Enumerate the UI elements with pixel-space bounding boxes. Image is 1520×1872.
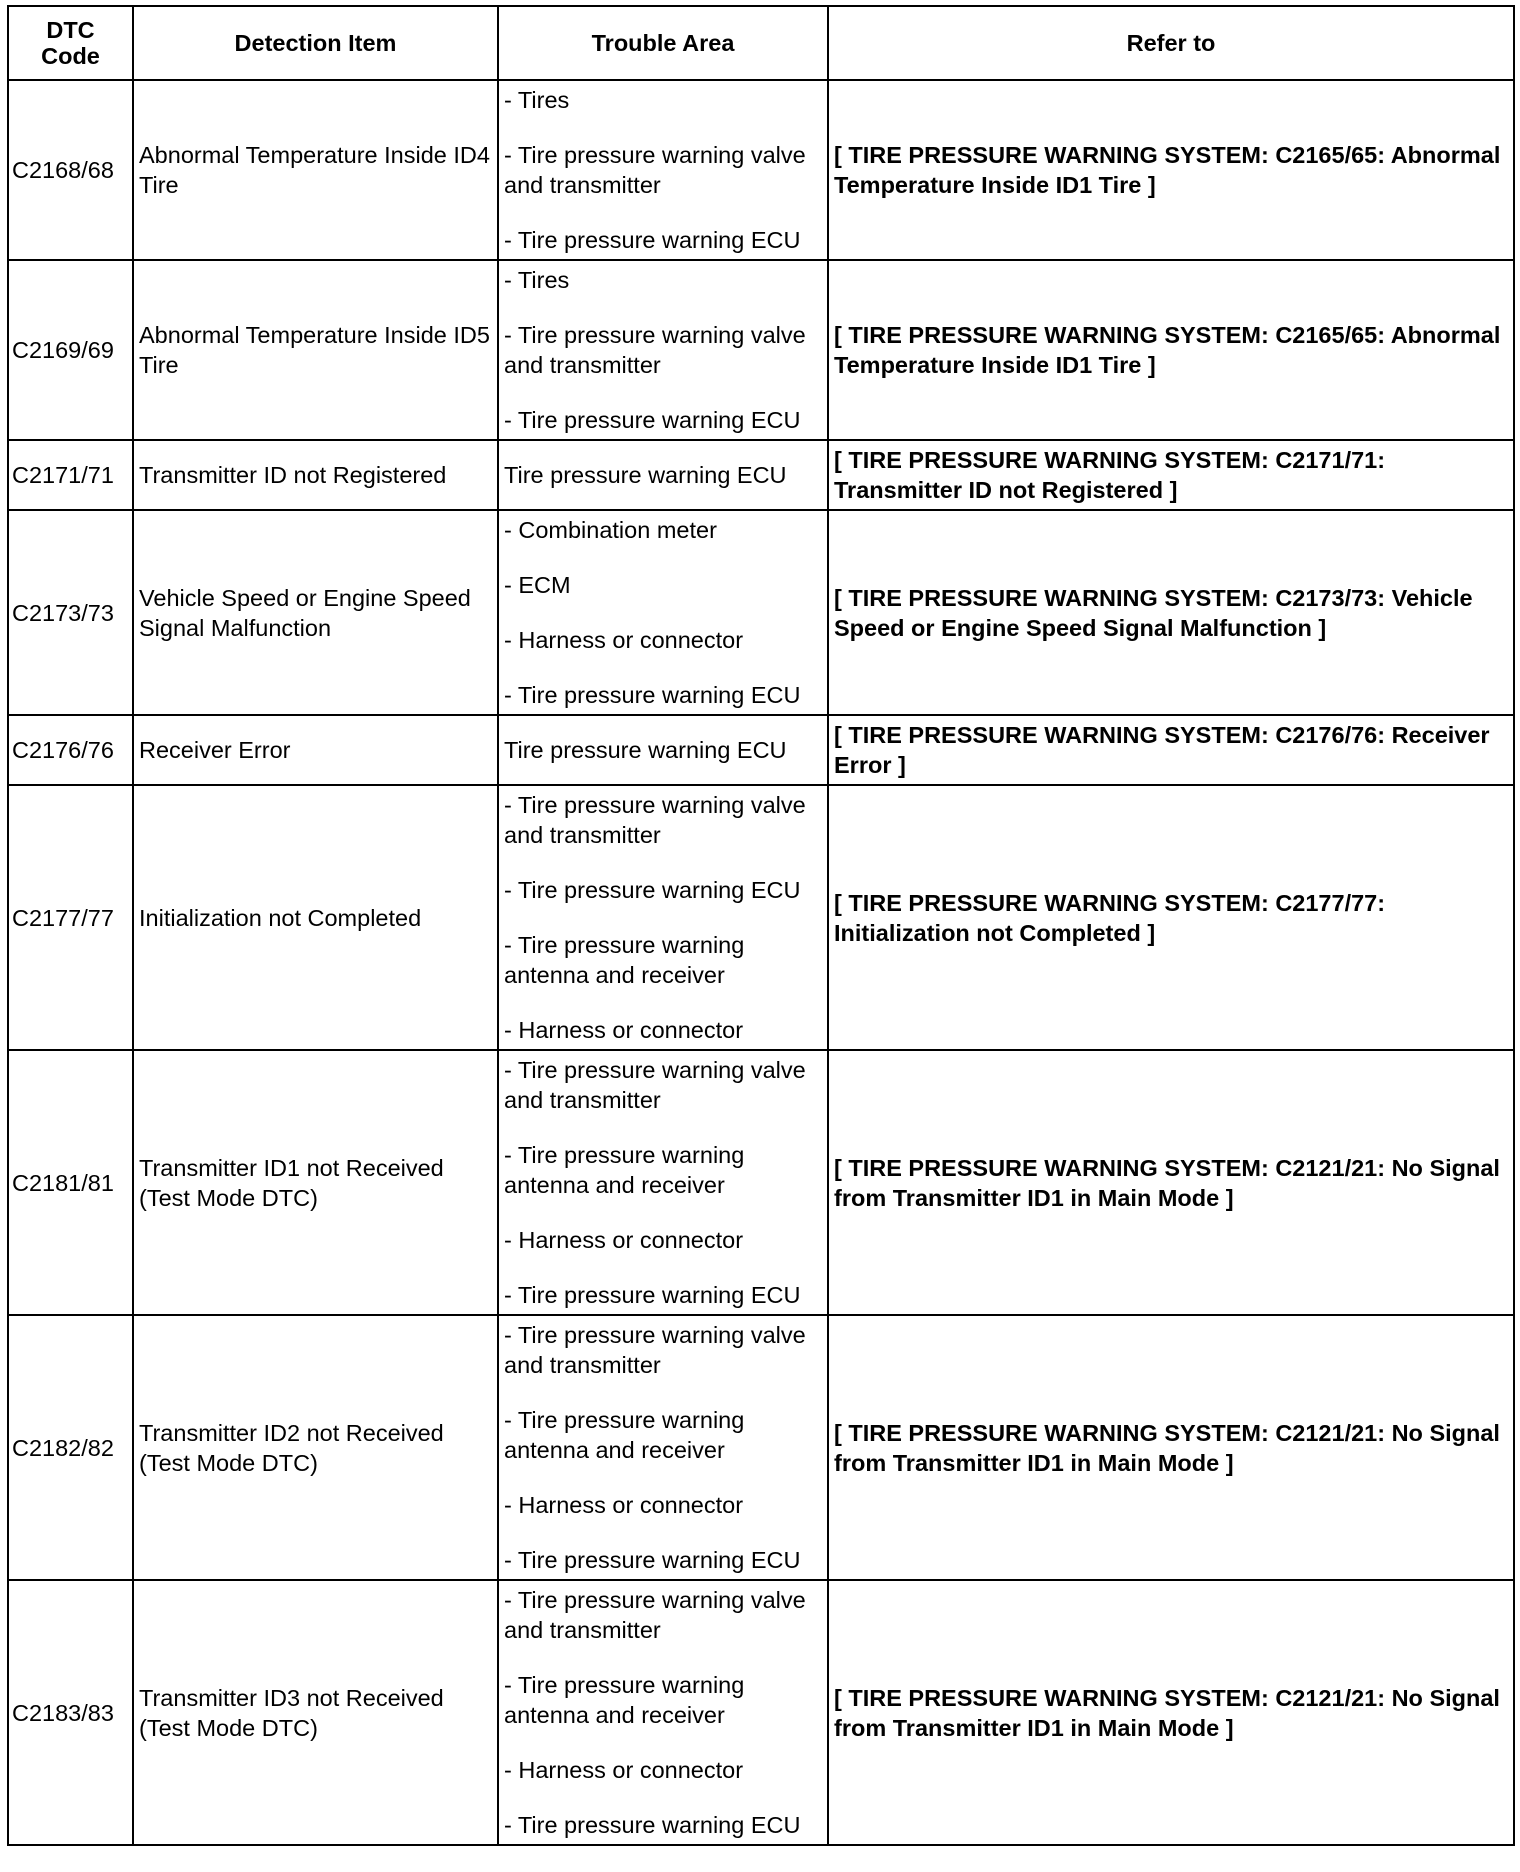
trouble-area-item: - Harness or connector (504, 627, 744, 653)
trouble-area-list (504, 790, 822, 1045)
detection-item-cell: Vehicle Speed or Engine Speed Signal Malfunction (133, 510, 498, 715)
detection-item-cell: Abnormal Temperature Inside ID4 Tire (133, 80, 498, 260)
trouble-area-list (504, 265, 822, 435)
trouble-area-list (504, 1055, 822, 1310)
header-detection-item: Detection Item (133, 6, 498, 80)
trouble-area-item: - Tires (504, 87, 570, 113)
refer-to-link[interactable]: [ TIRE PRESSURE WARNING SYSTEM: C2121/21: No Signal from Transmitter ID1 in Main Mode ] (828, 1580, 1514, 1845)
table-row (8, 1315, 1514, 1580)
trouble-area-item: - Tire pressure warning valve and transmitter (504, 1322, 806, 1378)
table-row (8, 510, 1514, 715)
detection-item-cell: Initialization not Completed (133, 785, 498, 1050)
trouble-area-item: Tire pressure warning ECU (504, 462, 787, 488)
trouble-area-item: - Tire pressure warning antenna and receiver (504, 1672, 745, 1728)
trouble-area-item: - Tire pressure warning ECU (504, 1282, 801, 1308)
trouble-area-item: - Tire pressure warning valve and transmitter (504, 1587, 806, 1643)
trouble-area-cell (498, 785, 828, 1050)
trouble-area-cell (498, 1580, 828, 1845)
dtc-code-cell: C2171/71 (8, 440, 133, 510)
trouble-area-item: - Tire pressure warning ECU (504, 1547, 801, 1573)
trouble-area-cell (498, 260, 828, 440)
dtc-code-cell: C2177/77 (8, 785, 133, 1050)
trouble-area-item: - Harness or connector (504, 1492, 744, 1518)
table-body (8, 80, 1514, 1845)
header-refer-to: Refer to (828, 6, 1514, 80)
refer-to-link[interactable]: [ TIRE PRESSURE WARNING SYSTEM: C2177/77: Initialization not Completed ] (828, 785, 1514, 1050)
dtc-code-cell: C2181/81 (8, 1050, 133, 1315)
trouble-area-item: Tire pressure warning ECU (504, 737, 787, 763)
trouble-area-list (504, 1585, 822, 1840)
dtc-code-cell: C2182/82 (8, 1315, 133, 1580)
table-row (8, 715, 1514, 785)
trouble-area-item: - Tire pressure warning ECU (504, 877, 801, 903)
detection-item-cell: Receiver Error (133, 715, 498, 785)
header-dtc-code: DTC Code (8, 6, 133, 80)
table-header-row (8, 6, 1514, 80)
trouble-area-cell (498, 510, 828, 715)
detection-item-cell: Transmitter ID not Registered (133, 440, 498, 510)
trouble-area-item: - Harness or connector (504, 1227, 744, 1253)
trouble-area-item: - Harness or connector (504, 1757, 744, 1783)
trouble-area-item: - Tire pressure warning antenna and receiver (504, 1142, 745, 1198)
trouble-area-list (504, 85, 822, 255)
refer-to-link[interactable]: [ TIRE PRESSURE WARNING SYSTEM: C2176/76: Receiver Error ] (828, 715, 1514, 785)
detection-item-cell: Transmitter ID2 not Received (Test Mode DTC) (133, 1315, 498, 1580)
detection-item-cell: Transmitter ID1 not Received (Test Mode DTC) (133, 1050, 498, 1315)
table-row (8, 260, 1514, 440)
trouble-area-item: - Tire pressure warning ECU (504, 1812, 801, 1838)
detection-item-cell: Abnormal Temperature Inside ID5 Tire (133, 260, 498, 440)
refer-to-link[interactable]: [ TIRE PRESSURE WARNING SYSTEM: C2165/65: Abnormal Temperature Inside ID1 Tire ] (828, 260, 1514, 440)
table-row (8, 1050, 1514, 1315)
trouble-area-item: - Tire pressure warning ECU (504, 682, 801, 708)
table-row (8, 440, 1514, 510)
dtc-code-cell: C2169/69 (8, 260, 133, 440)
refer-to-link[interactable]: [ TIRE PRESSURE WARNING SYSTEM: C2121/21: No Signal from Transmitter ID1 in Main Mode ] (828, 1050, 1514, 1315)
trouble-area-item: - Tire pressure warning antenna and receiver (504, 932, 745, 988)
refer-to-link[interactable]: [ TIRE PRESSURE WARNING SYSTEM: C2171/71: Transmitter ID not Registered ] (828, 440, 1514, 510)
refer-to-link[interactable]: [ TIRE PRESSURE WARNING SYSTEM: C2121/21: No Signal from Transmitter ID1 in Main Mode ] (828, 1315, 1514, 1580)
trouble-area-cell (498, 715, 828, 785)
refer-to-link[interactable]: [ TIRE PRESSURE WARNING SYSTEM: C2173/73: Vehicle Speed or Engine Speed Signal Malfunction ] (828, 510, 1514, 715)
detection-item-cell: Transmitter ID3 not Received (Test Mode DTC) (133, 1580, 498, 1845)
trouble-area-item: - Combination meter (504, 517, 717, 543)
trouble-area-item: - Tire pressure warning ECU (504, 227, 801, 253)
trouble-area-list (504, 1320, 822, 1575)
trouble-area-item: - Tire pressure warning valve and transmitter (504, 142, 806, 198)
trouble-area-list (504, 460, 822, 490)
trouble-area-item: - Tire pressure warning valve and transmitter (504, 792, 806, 848)
trouble-area-item: - Tire pressure warning valve and transmitter (504, 1057, 806, 1113)
dtc-code-cell: C2176/76 (8, 715, 133, 785)
trouble-area-item: - Tire pressure warning antenna and receiver (504, 1407, 745, 1463)
trouble-area-list (504, 735, 822, 765)
header-trouble-area: Trouble Area (498, 6, 828, 80)
dtc-code-cell: C2173/73 (8, 510, 133, 715)
trouble-area-item: - Tires (504, 267, 570, 293)
table-row (8, 785, 1514, 1050)
trouble-area-list (504, 515, 822, 710)
trouble-area-cell (498, 1050, 828, 1315)
trouble-area-item: - ECM (504, 572, 571, 598)
trouble-area-cell (498, 80, 828, 260)
dtc-table (7, 5, 1515, 1846)
dtc-code-cell: C2168/68 (8, 80, 133, 260)
trouble-area-cell (498, 1315, 828, 1580)
trouble-area-item: - Tire pressure warning ECU (504, 407, 801, 433)
trouble-area-cell (498, 440, 828, 510)
refer-to-link[interactable]: [ TIRE PRESSURE WARNING SYSTEM: C2165/65: Abnormal Temperature Inside ID1 Tire ] (828, 80, 1514, 260)
trouble-area-item: - Harness or connector (504, 1017, 744, 1043)
dtc-code-cell: C2183/83 (8, 1580, 133, 1845)
table-row (8, 80, 1514, 260)
table-row (8, 1580, 1514, 1845)
trouble-area-item: - Tire pressure warning valve and transmitter (504, 322, 806, 378)
